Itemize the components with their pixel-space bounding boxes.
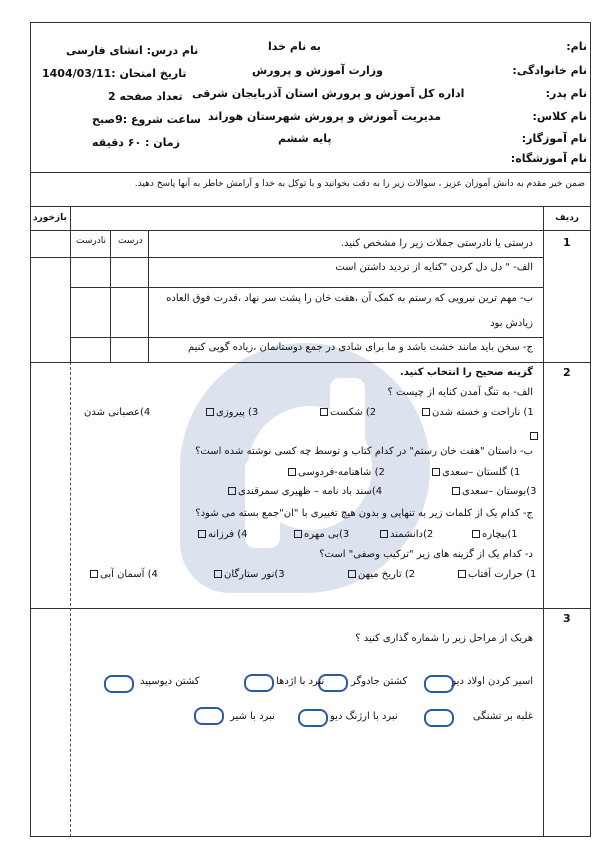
q2-d-option-4[interactable]: 4) آسمان آبی bbox=[88, 569, 158, 580]
intro-text: ضمن خیر مقدم به دانش آموزان عزیز ، سوالات زیر را به دقت بخوانید و با توکل به خدا و آرامش خاطر به آنها پاسخ دهید. bbox=[134, 179, 585, 189]
q3-item-3: نبرد با اژدها bbox=[276, 676, 325, 687]
q2-d-option-3[interactable]: 3)نور ستارگان bbox=[212, 569, 285, 580]
q2-b-option-2[interactable]: 2) شاهنامه-فردوسی bbox=[286, 467, 385, 478]
q2-a-option-4-box[interactable] bbox=[530, 432, 538, 440]
q2-b-question: ب- داستان "هفت خان رستم" در کدام کتاب و توسط چه کسی نوشته شده است؟ bbox=[195, 446, 533, 457]
q2-number: 2 bbox=[563, 366, 571, 379]
header-line-5: پایه ششم bbox=[278, 132, 332, 145]
q3-item-4: کشتن دیوسپید bbox=[140, 676, 200, 687]
q1-item-c: ج- سخن باید مانند خشت باشد و ما برای شادی در جمع دوستانمان ،زیاده گویی کنیم bbox=[187, 342, 533, 353]
q3-answer-oval-7[interactable] bbox=[194, 707, 224, 725]
q3-item-1: اسیر کردن اولاد دیو bbox=[451, 676, 533, 687]
q1-correct-header: درست bbox=[118, 236, 143, 246]
q2-b-option-4[interactable]: 4)سند باد نامه – ظهیری سمرقندی bbox=[226, 486, 382, 497]
q2-b-option-3[interactable]: 3)بوستان –سعدی bbox=[450, 486, 536, 497]
start-time: ساعت شروع :9صبح bbox=[92, 113, 201, 126]
q1-number: 1 bbox=[563, 236, 571, 249]
label-school: نام آموزشگاه: bbox=[510, 152, 587, 165]
q3-title: هریک از مراحل زیر را شماره گذاری کنید ؟ bbox=[355, 633, 533, 644]
q2-c-question: ج- کدام یک از کلمات زیر به تنهایی و بدون هیچ تغییری با "ان"جمع بسته می شود؟ bbox=[195, 508, 533, 519]
exam-date: تاریخ امتحان :1404/03/11 bbox=[42, 67, 187, 80]
q2-c-option-1[interactable]: 1)بیچاره bbox=[470, 529, 518, 540]
q3-item-7: نبرد با شیر bbox=[230, 711, 275, 722]
header-line-4: مدیریت آموزش و پرورش شهرستان هوراند bbox=[208, 110, 442, 123]
q1-item-b-line1: ب- مهم ترین نیرویی که رستم به کمک آن ،هفت خان را پشت سر نهاد ،قدرت فوق العاده bbox=[166, 293, 533, 304]
q3-answer-oval-5[interactable] bbox=[424, 709, 454, 727]
q2-a-option-1[interactable]: 1) ناراحت و خسته شدن bbox=[420, 407, 534, 418]
q2-a-option-3[interactable]: 3) پیروزی bbox=[204, 407, 258, 418]
q3-item-2: کشتن جادوگر bbox=[351, 676, 408, 687]
label-teacher: نام آموزگار: bbox=[521, 132, 587, 145]
q2-c-option-2[interactable]: 2)دانشمند bbox=[378, 529, 433, 540]
q2-a-option-4[interactable]: 4)عصبانی شدن bbox=[84, 407, 151, 418]
header-line-3: اداره کل آموزش و پرورش استان آذربایجان شرقی bbox=[192, 87, 465, 100]
label-family: نام خانوادگی: bbox=[512, 64, 587, 77]
header-line-1: به نام خدا bbox=[268, 40, 321, 53]
q2-a-question: الف- به تنگ آمدن کنایه از چیست ؟ bbox=[387, 387, 533, 398]
q3-answer-oval-3[interactable] bbox=[244, 674, 274, 692]
col-row-header: ردیف bbox=[555, 213, 579, 223]
q2-c-option-3[interactable]: 3)بی مهره bbox=[292, 529, 349, 540]
q3-number: 3 bbox=[563, 612, 571, 625]
header-line-2: وزارت آموزش و پرورش bbox=[252, 64, 383, 77]
q1-title: درستی یا نادرستی جملات زیر را مشخص کنید. bbox=[340, 238, 533, 249]
q1-wrong-header: نادرست bbox=[76, 236, 106, 246]
label-father: نام پدر: bbox=[545, 87, 587, 100]
q3-answer-oval-1[interactable] bbox=[424, 675, 454, 693]
label-name: نام: bbox=[566, 40, 587, 53]
q3-answer-oval-4[interactable] bbox=[104, 675, 134, 693]
q2-d-option-2[interactable]: 2) تاریخ میهن bbox=[346, 569, 415, 580]
q2-title: گزینه صحیح را انتخاب کنید. bbox=[399, 367, 533, 378]
q2-b-option-1[interactable]: 1) گلستان –سعدی bbox=[430, 467, 520, 478]
q2-c-option-4[interactable]: 4) فرزانه bbox=[196, 529, 248, 540]
q2-a-option-2[interactable]: 2) شکست bbox=[318, 407, 376, 418]
duration: زمان : ۶۰ دقیقه bbox=[92, 136, 180, 149]
q3-item-6: نبرد با ارژنگ دیو bbox=[330, 711, 398, 722]
q1-item-b-line2: زیادش بود bbox=[490, 318, 533, 329]
q2-d-question: د- کدام یک از گزینه های زیر "ترکیب وصفی" است؟ bbox=[319, 549, 533, 560]
q3-answer-oval-6[interactable] bbox=[298, 709, 328, 727]
col-feedback-header: بازخورد bbox=[33, 213, 67, 223]
q2-d-option-1[interactable]: 1) حرارت آفتاب bbox=[456, 569, 536, 580]
q3-item-5: غلبه بر تشنگی bbox=[472, 711, 533, 722]
q1-item-a: الف- " دل دل کردن "کنایه از تردید داشتن است bbox=[335, 262, 533, 273]
page-count: تعداد صفحه 2 bbox=[108, 90, 183, 103]
label-class: نام کلاس: bbox=[532, 110, 587, 123]
subject-label: نام درس: انشای فارسی bbox=[66, 44, 199, 57]
